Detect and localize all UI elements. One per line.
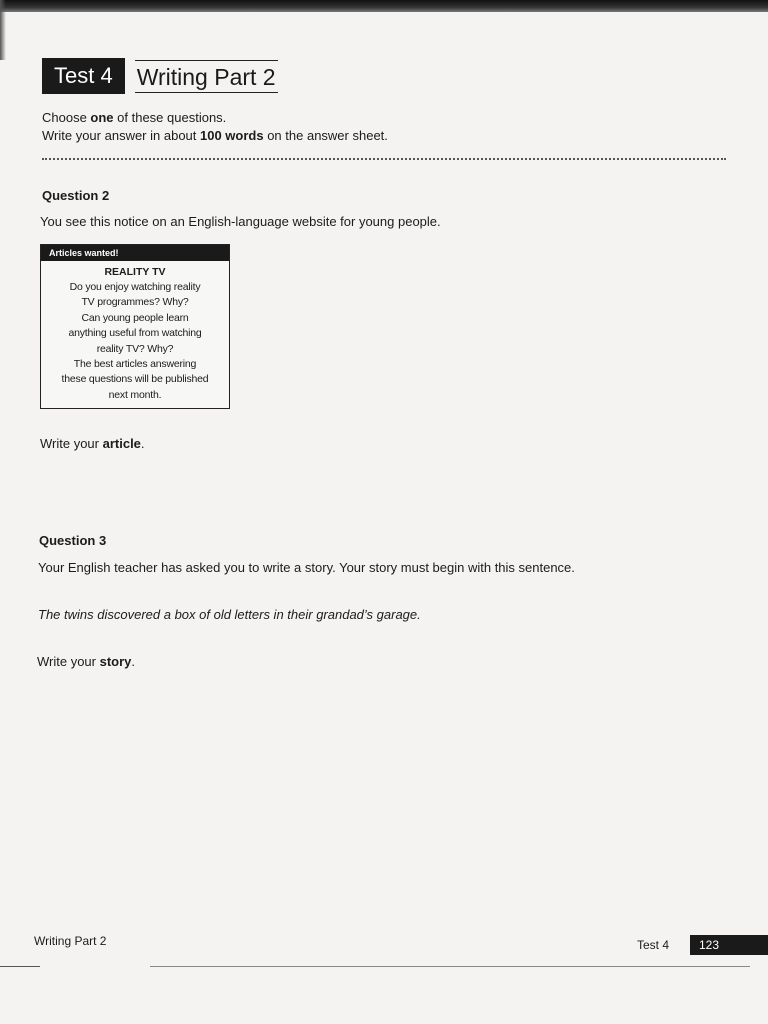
notice-title: REALITY TV [104, 266, 166, 278]
question-3-intro: Your English teacher has asked you to write a story. Your story must begin with this sentence. [38, 560, 575, 575]
question-2-title: Question 2 [42, 188, 110, 203]
footer-rule [150, 966, 750, 967]
instruction-line-2: Write your answer in about 100 words on the answer sheet. [42, 128, 388, 143]
page-title: Writing Part 2 [135, 60, 278, 93]
notice-line: TV programmes? Why? [81, 296, 189, 309]
scan-left-edge [0, 0, 6, 60]
test-badge: Test 4 [42, 58, 125, 94]
notice-line: these questions will be published [61, 373, 209, 386]
notice-body [41, 280, 229, 403]
notice-line: Do you enjoy watching reality [69, 281, 201, 293]
notice-line: next month. [108, 388, 162, 401]
instruction-line-1: Choose one of these questions. [42, 110, 227, 125]
scan-top-edge [0, 0, 768, 12]
question-2-intro: You see this notice on an English-language website for young people. [40, 214, 441, 229]
footer-section-label: Writing Part 2 [34, 934, 107, 948]
page-header [42, 58, 278, 94]
notice-box [40, 244, 230, 409]
instructions [42, 109, 388, 145]
footer-rule-left [0, 966, 40, 967]
notice-line: Can young people learn [81, 311, 189, 324]
question-2-task: Write your article. [40, 436, 145, 451]
question-3-sentence: The twins discovered a box of old letters in their grandad’s garage. [38, 607, 421, 622]
notice-header: Articles wanted! [41, 245, 229, 261]
page-number: 123 [690, 935, 768, 955]
notice-line: anything useful from watching [68, 327, 202, 340]
question-3-task: Write your story. [37, 654, 136, 669]
question-3-title: Question 3 [39, 533, 107, 548]
dotted-divider [42, 158, 726, 160]
notice-line: The best articles answering [73, 358, 197, 371]
notice-line: reality TV? Why? [96, 342, 174, 355]
footer-test-label: Test 4 [637, 938, 670, 952]
